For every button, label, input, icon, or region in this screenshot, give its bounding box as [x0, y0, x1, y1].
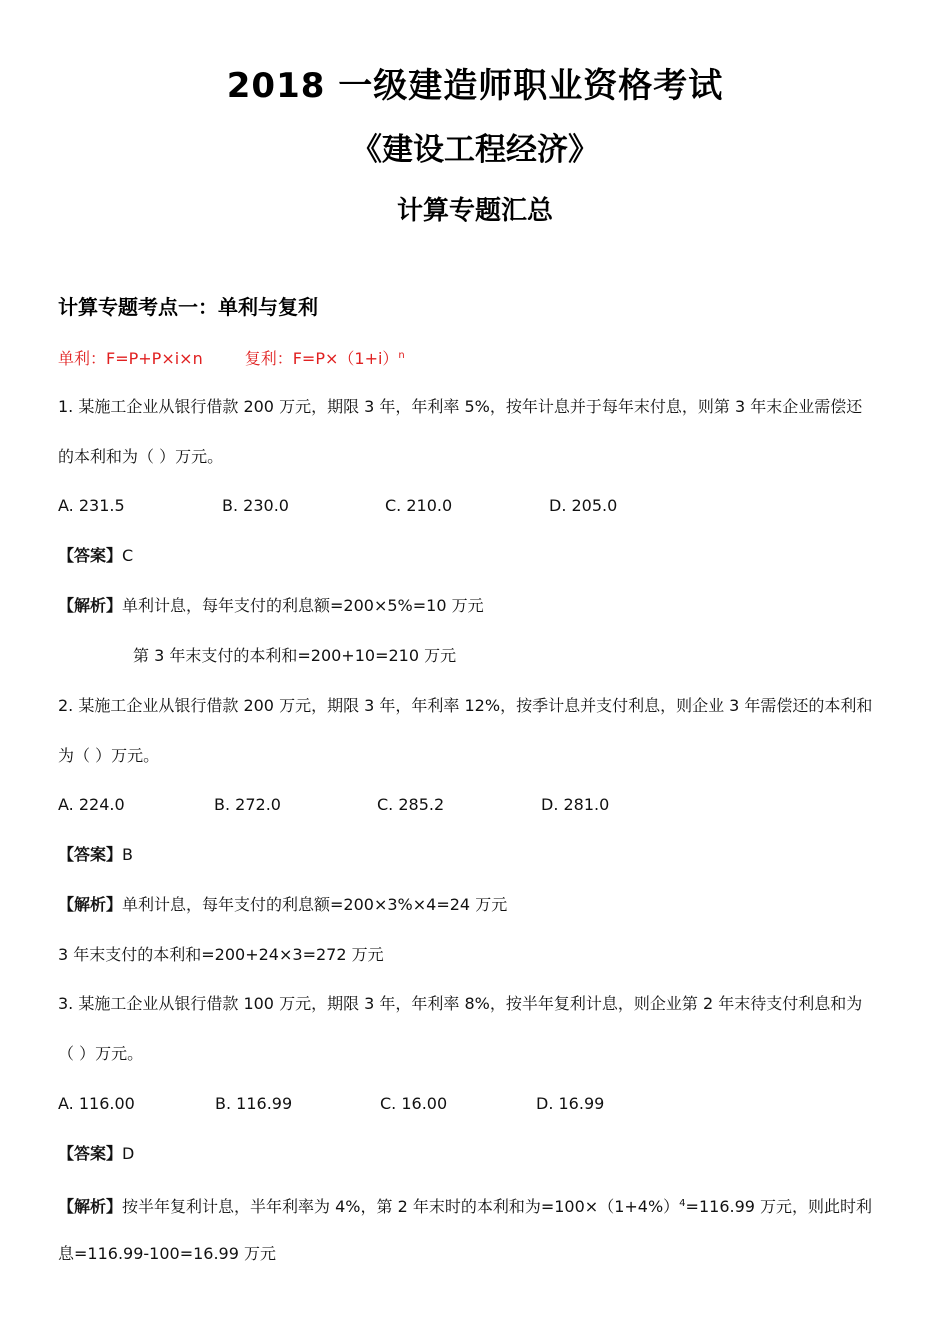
option-c: C. 285.2	[377, 795, 445, 814]
option-a: A. 231.5	[58, 496, 125, 515]
compound-exponent: n	[398, 350, 405, 361]
option-b: B. 116.99	[215, 1094, 293, 1113]
option-a: A. 116.00	[58, 1094, 135, 1113]
simple-interest-formula: 单利：F=P+P×i×n	[58, 349, 203, 368]
option-d: D. 281.0	[541, 795, 610, 814]
question-3-analysis-line1	[58, 1193, 898, 1218]
answer-value: D	[122, 1144, 135, 1163]
question-1-stem-line1: 1. 某施工企业从银行借款 200 万元，期限 3 年，年利率 5%，按年计息并于每年末付息，则第 3 年末企业需偿还	[58, 397, 863, 416]
document-title: 2018 一级建造师职业资格考试	[226, 66, 724, 106]
option-d: D. 16.99	[536, 1094, 605, 1113]
option-d: D. 205.0	[549, 496, 618, 515]
analysis-label: 【解析】	[58, 1197, 123, 1216]
answer-label: 【答案】	[58, 845, 123, 864]
answer-value: C	[122, 546, 134, 565]
option-b: B. 230.0	[222, 496, 289, 515]
question-2-stem-line1: 2. 某施工企业从银行借款 200 万元，期限 3 年，年利率 12%，按季计息并支付利息，则企业 3 年需偿还的本利和	[58, 696, 873, 715]
compound-interest-formula: 复利：F=P×（1+i）	[244, 349, 399, 368]
question-1-analysis-line2: 第 3 年末支付的本利和=200+10=210 万元	[133, 646, 457, 665]
document-subtitle: 《建设工程经济》	[351, 132, 599, 168]
question-2-answer	[58, 844, 898, 866]
question-2-analysis-line2: 3 年末支付的本利和=200+24×3=272 万元	[58, 945, 384, 964]
option-a: A. 224.0	[58, 795, 125, 814]
option-c: C. 16.00	[380, 1094, 448, 1113]
question-1-answer	[58, 545, 898, 567]
question-3-answer	[58, 1143, 898, 1165]
analysis-label: 【解析】	[58, 596, 123, 615]
question-3-analysis-line2: 息=116.99-100=16.99 万元	[58, 1244, 277, 1263]
answer-label: 【答案】	[58, 546, 123, 565]
question-1-stem-line2: 的本利和为（ ）万元。	[58, 447, 224, 466]
question-3-stem-line1: 3. 某施工企业从银行借款 100 万元，期限 3 年，年利率 8%，按半年复利计息，则企业第 2 年末待支付利息和为	[58, 994, 863, 1013]
question-2-stem-line2: 为（ ）万元。	[58, 746, 160, 765]
document-topic: 计算专题汇总	[396, 196, 553, 226]
analysis-text: 单利计息，每年支付的利息额=200×3%×4=24 万元	[122, 895, 508, 914]
question-1-analysis-line1	[58, 595, 898, 617]
answer-value: B	[122, 845, 133, 864]
formula-line	[58, 345, 898, 370]
question-3-stem-line2: （ ）万元。	[58, 1044, 144, 1063]
analysis-text-suffix: =116.99 万元，则此时利	[685, 1197, 873, 1216]
analysis-exponent: 4	[679, 1198, 686, 1209]
option-c: C. 210.0	[385, 496, 453, 515]
option-b: B. 272.0	[214, 795, 281, 814]
analysis-text: 按半年复利计息，半年利率为 4%，第 2 年末时的本利和为=100×（1+4%）	[122, 1197, 680, 1216]
answer-label: 【答案】	[58, 1144, 123, 1163]
question-2-analysis-line1	[58, 894, 898, 916]
section-heading: 计算专题考点一：单利与复利	[58, 295, 318, 319]
analysis-label: 【解析】	[58, 895, 123, 914]
analysis-text: 单利计息，每年支付的利息额=200×5%=10 万元	[122, 596, 484, 615]
